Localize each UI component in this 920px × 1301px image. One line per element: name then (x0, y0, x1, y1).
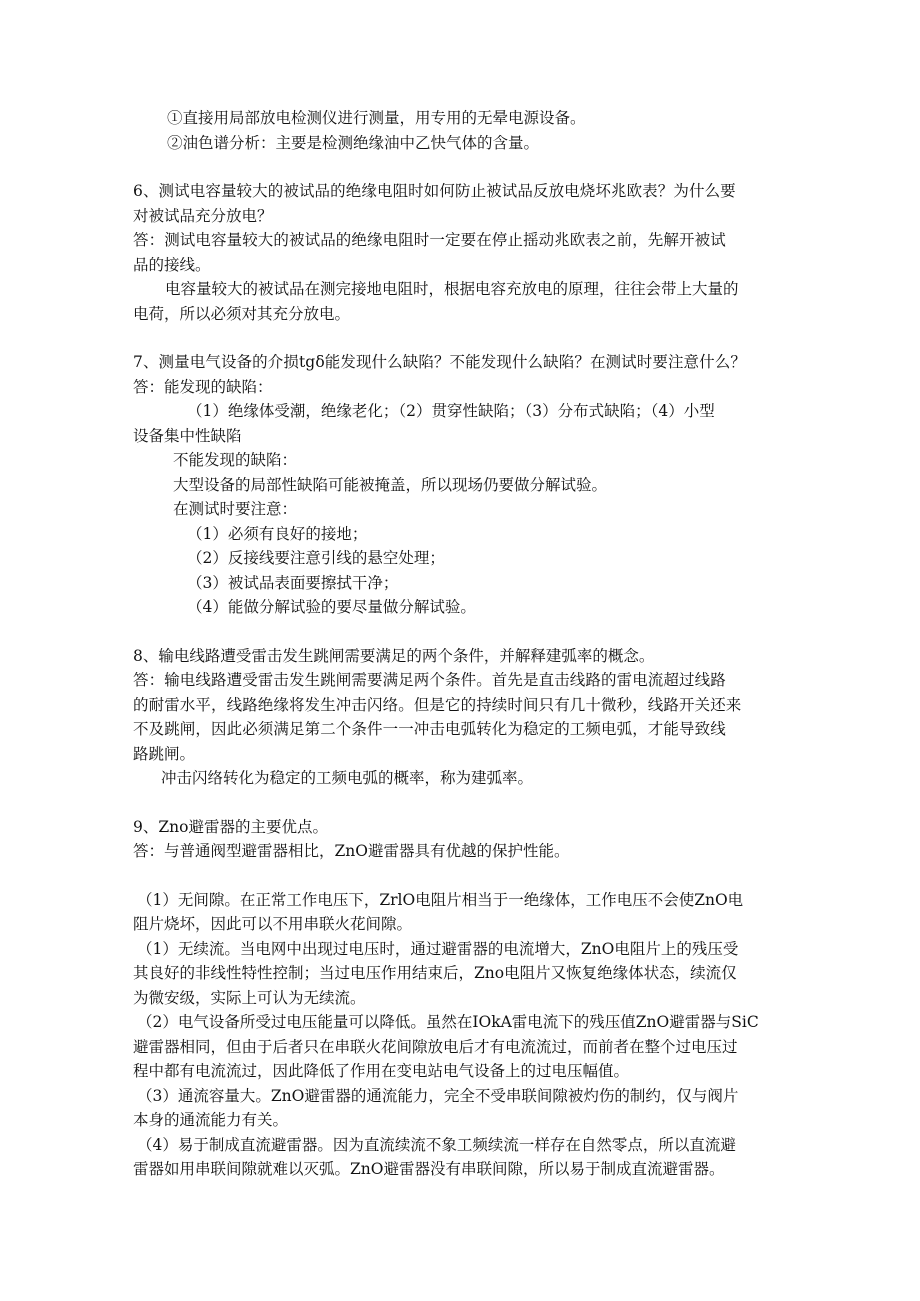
paragraph-gap (133, 864, 820, 888)
answer-line: 设备集中性缺陷 (133, 426, 242, 445)
paragraph-gap (133, 620, 820, 644)
answer-line: （2）反接线要注意引线的悬空处理； (187, 549, 445, 567)
question-6 (133, 179, 820, 326)
question-7 (133, 350, 820, 620)
paragraph-line: ②油色谱分析：主要是检测绝缘油中乙快气体的含量。 (167, 133, 540, 152)
list-item-line: 程中都有电流流过，因此降低了作用在变电站电气设备上的过电压幅值。 (133, 1062, 630, 1080)
question-9 (133, 815, 820, 864)
question-line: 对被试品充分放电？ (133, 206, 273, 225)
block-detection-methods (133, 106, 820, 155)
list-item-line: （1）无间隙。在正常工作电压下，ZrlO电阻片相当于一绝缘体，工作电压不会使ZnO电 (137, 890, 744, 909)
answer-line: 路跳闸。 (133, 744, 196, 763)
answer-line: （1）必须有良好的接地； (187, 524, 368, 543)
answer-line: 品的接线。 (133, 255, 211, 274)
answer-line: 大型设备的局部性缺陷可能被掩盖，所以现场仍要做分解试验。 (173, 475, 608, 494)
answer-line: 电荷，所以必须对其充分放电。 (133, 304, 351, 323)
list-item-line: 其良好的非线性特性控制；当过电压作用结束后，Zno电阻片又恢复绝缘体状态，续流仅 (133, 964, 737, 982)
answer-line: （3）被试品表面要擦拭干净； (187, 573, 399, 592)
answer-line: （1）绝缘体受潮，绝缘老化；（2）贯穿性缺陷；（3）分布式缺陷；（4）小型 (187, 402, 715, 420)
answer-line: 不及跳闸，因此必须满足第二个条件一一冲击电弧转化为稳定的工频电弧，才能导致线 (133, 720, 726, 738)
list-item-line: 避雷器相同，但由于后者只在串联火花间隙放电后才有电流流过，而前者在整个过电压过 (133, 1037, 738, 1056)
question-line: 7、测量电气设备的介损tgδ能发现什么缺陷？不能发现什么缺陷？在测试时要注意什么？ (133, 353, 746, 371)
paragraph-gap (133, 791, 820, 815)
answer-line: （4）能做分解试验的要尽量做分解试验。 (187, 598, 476, 616)
list-item-line: （2）电气设备所受过电压能量可以降低。虽然在IOkA雷电流下的残压值ZnO避雷器与SiC (137, 1013, 759, 1031)
paragraph-line: ①直接用局部放电检测仪进行测量，用专用的无晕电源设备。 (167, 109, 586, 127)
list-item-line: 阻片烧坏，因此可以不用串联火花间隙。 (133, 915, 413, 933)
list-item-line: 为微安级，实际上可认为无续流。 (133, 988, 366, 1007)
question-line: 9、Zno避雷器的主要优点。 (133, 817, 328, 836)
paragraph-gap (133, 155, 820, 179)
question-line: 6、测试电容量较大的被试品的绝缘电阻时如何防止被试品反放电烧坏兆欧表？为什么要 (133, 182, 736, 200)
list-item-line: 雷器如用串联间隙就难以灭弧。ZnO避雷器没有串联间隙，所以易于制成直流避雷器。 (133, 1160, 725, 1178)
question-8 (133, 644, 820, 791)
list-item-line: 本身的通流能力有关。 (133, 1111, 289, 1129)
answer-line: 答：与普通阀型避雷器相比，ZnO避雷器具有优越的保护性能。 (133, 842, 570, 860)
answer-line: 电容量较大的被试品在测完接地电阻时，根据电容充放电的原理，往往会带上大量的 (165, 280, 739, 298)
answer-line: 答：输电线路遭受雷击发生跳闸需要满足两个条件。首先是直击线路的雷电流超过线路 (133, 671, 726, 689)
answer-line: 答：测试电容量较大的被试品的绝缘电阻时一定要在停止摇动兆欧表之前，先解开被试 (133, 231, 726, 249)
zno-advantages-list (133, 888, 820, 1182)
list-item-line: （3）通流容量大。ZnO避雷器的通流能力，完全不受串联间隙被灼伤的制约，仅与阀片 (137, 1086, 739, 1105)
answer-line: 在测试时要注意： (173, 500, 298, 518)
answer-line: 不能发现的缺陷： (173, 451, 298, 469)
list-item-line: （1）无续流。当电网中出现过电压时，通过避雷器的电流增大，ZnO电阻片上的残压受 (137, 939, 739, 958)
paragraph-gap (133, 326, 820, 350)
question-line: 8、输电线路遭受雷击发生跳闸需要满足的两个条件，并解释建弧率的概念。 (133, 646, 655, 665)
list-item-line: （4）易于制成直流避雷器。因为直流续流不象工频续流一样存在自然零点，所以直流避 (137, 1135, 736, 1154)
answer-line: 冲击闪络转化为稳定的工频电弧的概率，称为建弧率。 (161, 769, 534, 787)
answer-line: 答：能发现的缺陷： (133, 377, 273, 396)
answer-line: 的耐雷水平，线路绝缘将发生冲击闪络。但是它的持续时间只有几十微秒，线路开关还来 (133, 695, 742, 714)
